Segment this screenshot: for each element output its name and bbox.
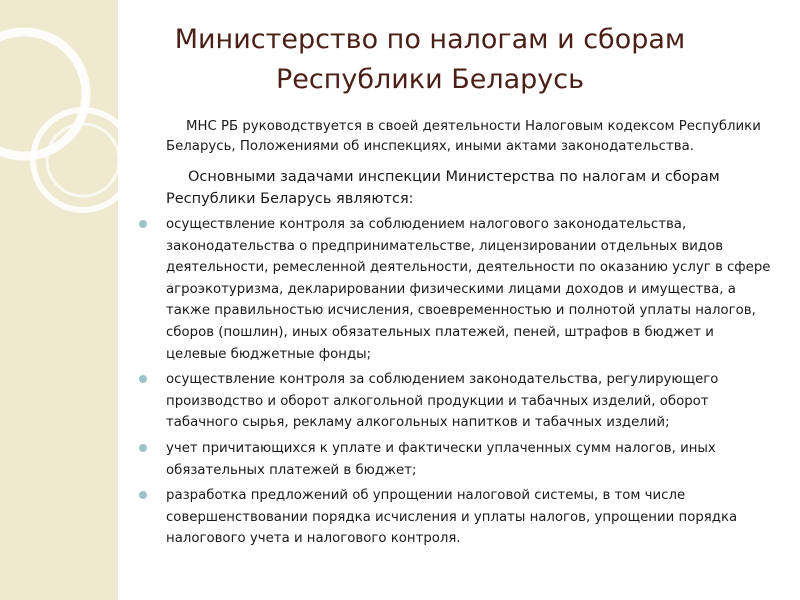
list-item-text: учет причитающихся к уплате и фактически уплаченных сумм налогов, иных обязательных платежей в бюджет; xyxy=(166,440,716,478)
list-item xyxy=(148,214,778,365)
title-line-1: Министерство по налогам и сборам xyxy=(174,24,686,55)
bullet-icon xyxy=(139,444,147,452)
slide-content xyxy=(148,117,778,554)
list-item xyxy=(148,438,778,481)
bullet-icon xyxy=(139,375,147,383)
page-title xyxy=(150,20,710,100)
list-item xyxy=(148,485,778,550)
list-item-text: осуществление контроля за соблюдением налогового законодательства, законодательства о предпринимательстве, лицензировании отдельных видов деятельности, ремесленной деятельности, деятельности по оказанию услуг в сфере агроэкотуризма, декларировании физическими лицами доходов и имущества, а также правильностью исчисления, своевременностью и полнотой уплаты налогов, сборов (пошлин), иных обязательных платежей, пеней, штрафов в бюджет и целевые бюджетные фонды; xyxy=(166,217,771,362)
title-line-2: Республики Беларусь xyxy=(275,64,585,95)
tasks-list xyxy=(148,214,778,550)
decorative-circles-graphic xyxy=(0,0,118,600)
decorative-side-panel xyxy=(0,0,118,600)
bullet-icon xyxy=(139,491,147,499)
bullet-icon xyxy=(139,220,147,228)
list-item-text: осуществление контроля за соблюдением законодательства, регулирующего производство и оборот алкогольной продукции и табачных изделий, оборот табачного сырья, рекламу алкогольных напитков и табачных изделий; xyxy=(166,372,719,431)
tasks-heading: Основными задачами инспекции Министерства по налогам и сборам Республики Беларусь являются: xyxy=(166,169,720,207)
intro-paragraph: МНС РБ руководствуется в своей деятельности Налоговым кодексом Республики Беларусь, Положениями об инспекциях, иными актами законодательства. xyxy=(166,119,761,154)
list-item xyxy=(148,369,778,434)
list-item-text: разработка предложений об упрощении налоговой системы, в том числе совершенствовании порядка исчисления и уплаты налогов, упрощении порядка налогового учета и налогового контроля. xyxy=(166,488,738,547)
